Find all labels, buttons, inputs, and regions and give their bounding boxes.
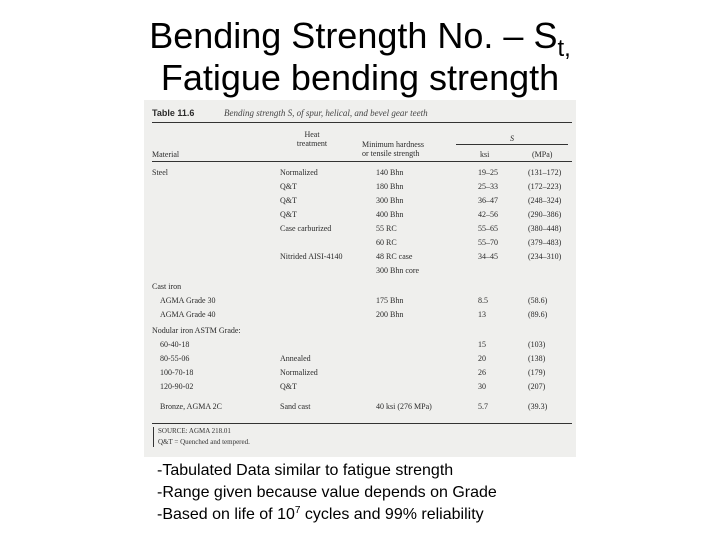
table-abbrev-note: Q&T = Quenched and tempered. bbox=[158, 438, 250, 446]
table-bottom-rule bbox=[152, 423, 572, 424]
table-cell-treatment: Normalized bbox=[280, 168, 318, 177]
slide-title-line-2: Fatigue bending strength bbox=[160, 57, 560, 98]
table-cell-hardness: 175 Bhn bbox=[376, 296, 404, 305]
table-cell-mpa: (379–483) bbox=[528, 238, 562, 247]
notes-side-rule bbox=[153, 427, 154, 447]
table-cell-hardness: 300 Bhn core bbox=[376, 266, 420, 275]
table-cell-ksi: 26 bbox=[478, 368, 486, 377]
table-cell-hardness: 200 Bhn bbox=[376, 310, 404, 319]
header-heat-treatment: Heat treatment bbox=[296, 130, 328, 148]
slide-title-line-1 bbox=[0, 15, 720, 62]
table-cell-hardness: 180 Bhn bbox=[376, 182, 404, 191]
section-cast-iron: Cast iron bbox=[152, 282, 182, 291]
table-cell-hardness: 140 Bhn bbox=[376, 168, 404, 177]
table-cell-hardness: 55 RC bbox=[376, 224, 397, 233]
table-cell-ksi: 19–25 bbox=[478, 168, 498, 177]
table-cell-hardness: 48 RC case bbox=[376, 252, 413, 261]
table-cell-hardness: 300 Bhn bbox=[376, 196, 404, 205]
header-mpa: (MPa) bbox=[532, 150, 553, 159]
section-steel: Steel bbox=[152, 168, 168, 177]
table-cell-treatment: Annealed bbox=[280, 354, 311, 363]
table-cell-hardness: 40 ksi (276 MPa) bbox=[376, 402, 432, 411]
header-hardness: Minimum hardness or tensile strength bbox=[362, 140, 424, 158]
table-source-note: SOURCE: AGMA 218.01 bbox=[158, 427, 231, 435]
table-cell-treatment: Nitrided AISI-4140 bbox=[280, 252, 343, 261]
table-cell-ksi: 8.5 bbox=[478, 296, 488, 305]
table-cell-ksi: 42–56 bbox=[478, 210, 498, 219]
table-number: Table 11.6 bbox=[152, 108, 195, 118]
table-cell-ksi: 20 bbox=[478, 354, 486, 363]
title-subscript: t, bbox=[557, 35, 571, 62]
header-st-rule bbox=[456, 144, 568, 145]
table-cell-hardness: 400 Bhn bbox=[376, 210, 404, 219]
table-cell-ksi: 30 bbox=[478, 382, 486, 391]
table-cell-mpa: (58.6) bbox=[528, 296, 548, 305]
table-cell-mpa: (172–223) bbox=[528, 182, 562, 191]
bullet-list bbox=[157, 460, 497, 526]
header-material: Material bbox=[152, 150, 180, 159]
table-cell-ksi: 34–45 bbox=[478, 252, 498, 261]
table-cell-ksi: 55–70 bbox=[478, 238, 498, 247]
table-cell-mpa: (234–310) bbox=[528, 252, 562, 261]
table-cell-material: 80-55-06 bbox=[160, 354, 190, 363]
table-cell-mpa: (103) bbox=[528, 340, 546, 349]
table-cell-ksi: 36–47 bbox=[478, 196, 498, 205]
bullet-2: -Range given because value depends on Grade bbox=[157, 484, 497, 501]
table-cell-mpa: (290–386) bbox=[528, 210, 562, 219]
table-cell-mpa: (89.6) bbox=[528, 310, 548, 319]
table-cell-material: Bronze, AGMA 2C bbox=[160, 402, 222, 411]
table-cell-ksi: 13 bbox=[478, 310, 486, 319]
table-cell-mpa: (380–448) bbox=[528, 224, 562, 233]
table-cell-ksi: 15 bbox=[478, 340, 486, 349]
table-cell-mpa: (248–324) bbox=[528, 196, 562, 205]
table-cell-treatment: Q&T bbox=[280, 182, 297, 191]
table-cell-mpa: (39.3) bbox=[528, 402, 548, 411]
table-cell-material: 60-40-18 bbox=[160, 340, 190, 349]
bullet-3: -Based on life of $10^7$ cycles and 99% reliability bbox=[157, 505, 484, 523]
table-caption: Bending strength S, of spur, helical, and bevel gear teeth bbox=[224, 108, 428, 118]
table-cell-material: 100-70-18 bbox=[160, 368, 194, 377]
table-cell-treatment: Q&T bbox=[280, 382, 297, 391]
header-bottom-rule bbox=[152, 161, 572, 162]
table-cell-mpa: (179) bbox=[528, 368, 546, 377]
table-cell-mpa: (131–172) bbox=[528, 168, 562, 177]
table-cell-hardness: 60 RC bbox=[376, 238, 397, 247]
table-cell-ksi: 5.7 bbox=[478, 402, 488, 411]
table-cell-material: AGMA Grade 40 bbox=[160, 310, 216, 319]
header-ksi: ksi bbox=[480, 150, 490, 159]
table-cell-material: 120-90-02 bbox=[160, 382, 194, 391]
table-top-rule bbox=[152, 122, 572, 123]
table-cell-mpa: (207) bbox=[528, 382, 546, 391]
title-main-text: Bending Strength No. – S bbox=[149, 15, 558, 56]
table-cell-treatment: Q&T bbox=[280, 196, 297, 205]
section-nodular-iron: Nodular iron ASTM Grade: bbox=[152, 326, 241, 335]
table-cell-treatment: Sand cast bbox=[280, 402, 311, 411]
table-cell-ksi: 25–33 bbox=[478, 182, 498, 191]
table-cell-mpa: (138) bbox=[528, 354, 546, 363]
scanned-table-image bbox=[144, 100, 576, 457]
table-cell-treatment: Q&T bbox=[280, 210, 297, 219]
bullet-1: -Tabulated Data similar to fatigue strength bbox=[157, 462, 454, 479]
header-st: S bbox=[510, 134, 514, 143]
table-cell-material: AGMA Grade 30 bbox=[160, 296, 216, 305]
table-cell-treatment: Normalized bbox=[280, 368, 318, 377]
table-cell-treatment: Case carburized bbox=[280, 224, 332, 233]
table-cell-ksi: 55–65 bbox=[478, 224, 498, 233]
